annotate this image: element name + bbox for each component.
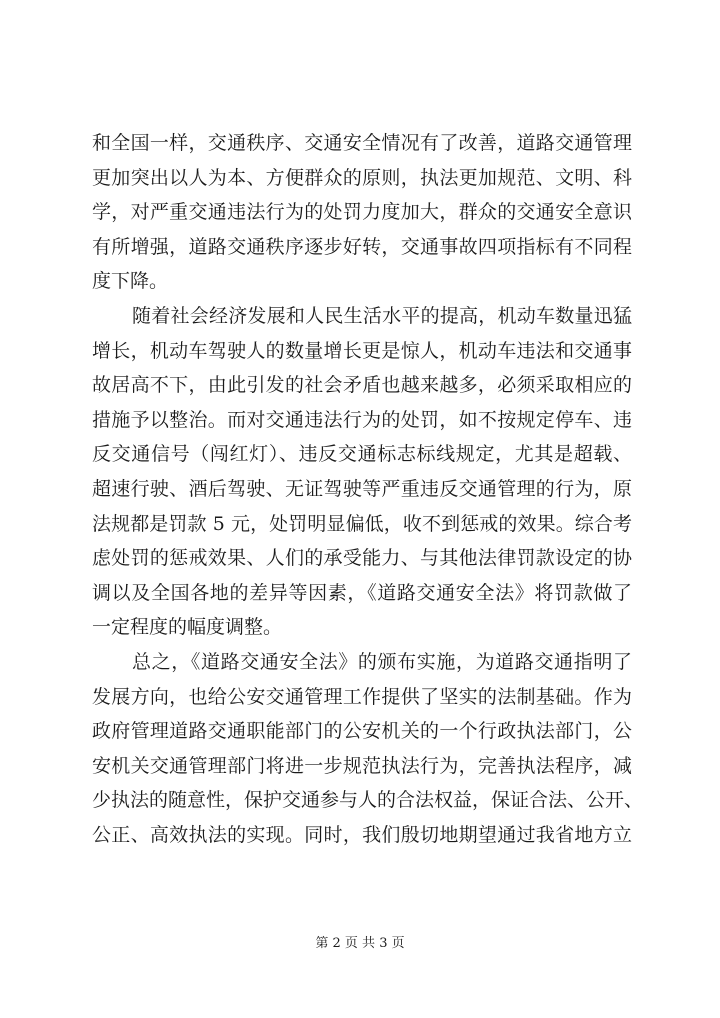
- text-line: 有所增强，道路交通秩序逐步好转，交通事故四项指标有不同程: [92, 235, 632, 258]
- text-line: 法规都是罚款 5 元，处罚明显偏低，收不到惩戒的效果。综合考: [92, 512, 632, 535]
- text-line: 度下降。: [92, 270, 169, 293]
- text-line: 更加突出以人为本、方便群众的原则，执法更加规范、文明、科: [92, 166, 632, 189]
- text-line: 随着社会经济发展和人民生活水平的提高，机动车数量迅猛: [132, 304, 632, 327]
- text-line: 一定程度的幅度调整。: [92, 616, 283, 639]
- text-line: 措施予以整治。而对交通违法行为的处罚，如不按规定停车、违: [92, 408, 632, 431]
- text-line: 公正、高效执法的实现。同时，我们殷切地期望通过我省地方立: [92, 823, 632, 846]
- text-line: 调以及全国各地的差异等因素，《道路交通安全法》将罚款做了: [92, 581, 632, 604]
- text-line: 发展方向，也给公安交通管理工作提供了坚实的法制基础。作为: [92, 685, 632, 708]
- text-line: 虑处罚的惩戒效果、人们的承受能力、与其他法律罚款设定的协: [92, 547, 632, 570]
- text-line: 增长，机动车驾驶人的数量增长更是惊人，机动车违法和交通事: [92, 339, 632, 362]
- text-line: 政府管理道路交通职能部门的公安机关的一个行政执法部门，公: [92, 720, 632, 743]
- text-line: 总之，《道路交通安全法》的颁布实施，为道路交通指明了: [132, 650, 632, 673]
- text-line: 超速行驶、酒后驾驶、无证驾驶等严重违反交通管理的行为，原: [92, 477, 632, 500]
- text-line: 安机关交通管理部门将进一步规范执法行为，完善执法程序，减: [92, 754, 632, 777]
- text-line: 学，对严重交通违法行为的处罚力度加大，群众的交通安全意识: [92, 201, 632, 224]
- text-line: 和全国一样，交通秩序、交通安全情况有了改善，道路交通管理: [92, 132, 632, 154]
- page-footer: 第 2 页 共 3 页: [315, 936, 405, 951]
- body-text: [92, 126, 644, 852]
- text-line: 反交通信号（闯红灯）、违反交通标志标线规定，尤其是超载、: [92, 443, 632, 466]
- text-line: 故居高不下，由此引发的社会矛盾也越来越多，必须采取相应的: [92, 374, 632, 397]
- text-line: 少执法的随意性，保护交通参与人的合法权益，保证合法、公开、: [92, 789, 644, 812]
